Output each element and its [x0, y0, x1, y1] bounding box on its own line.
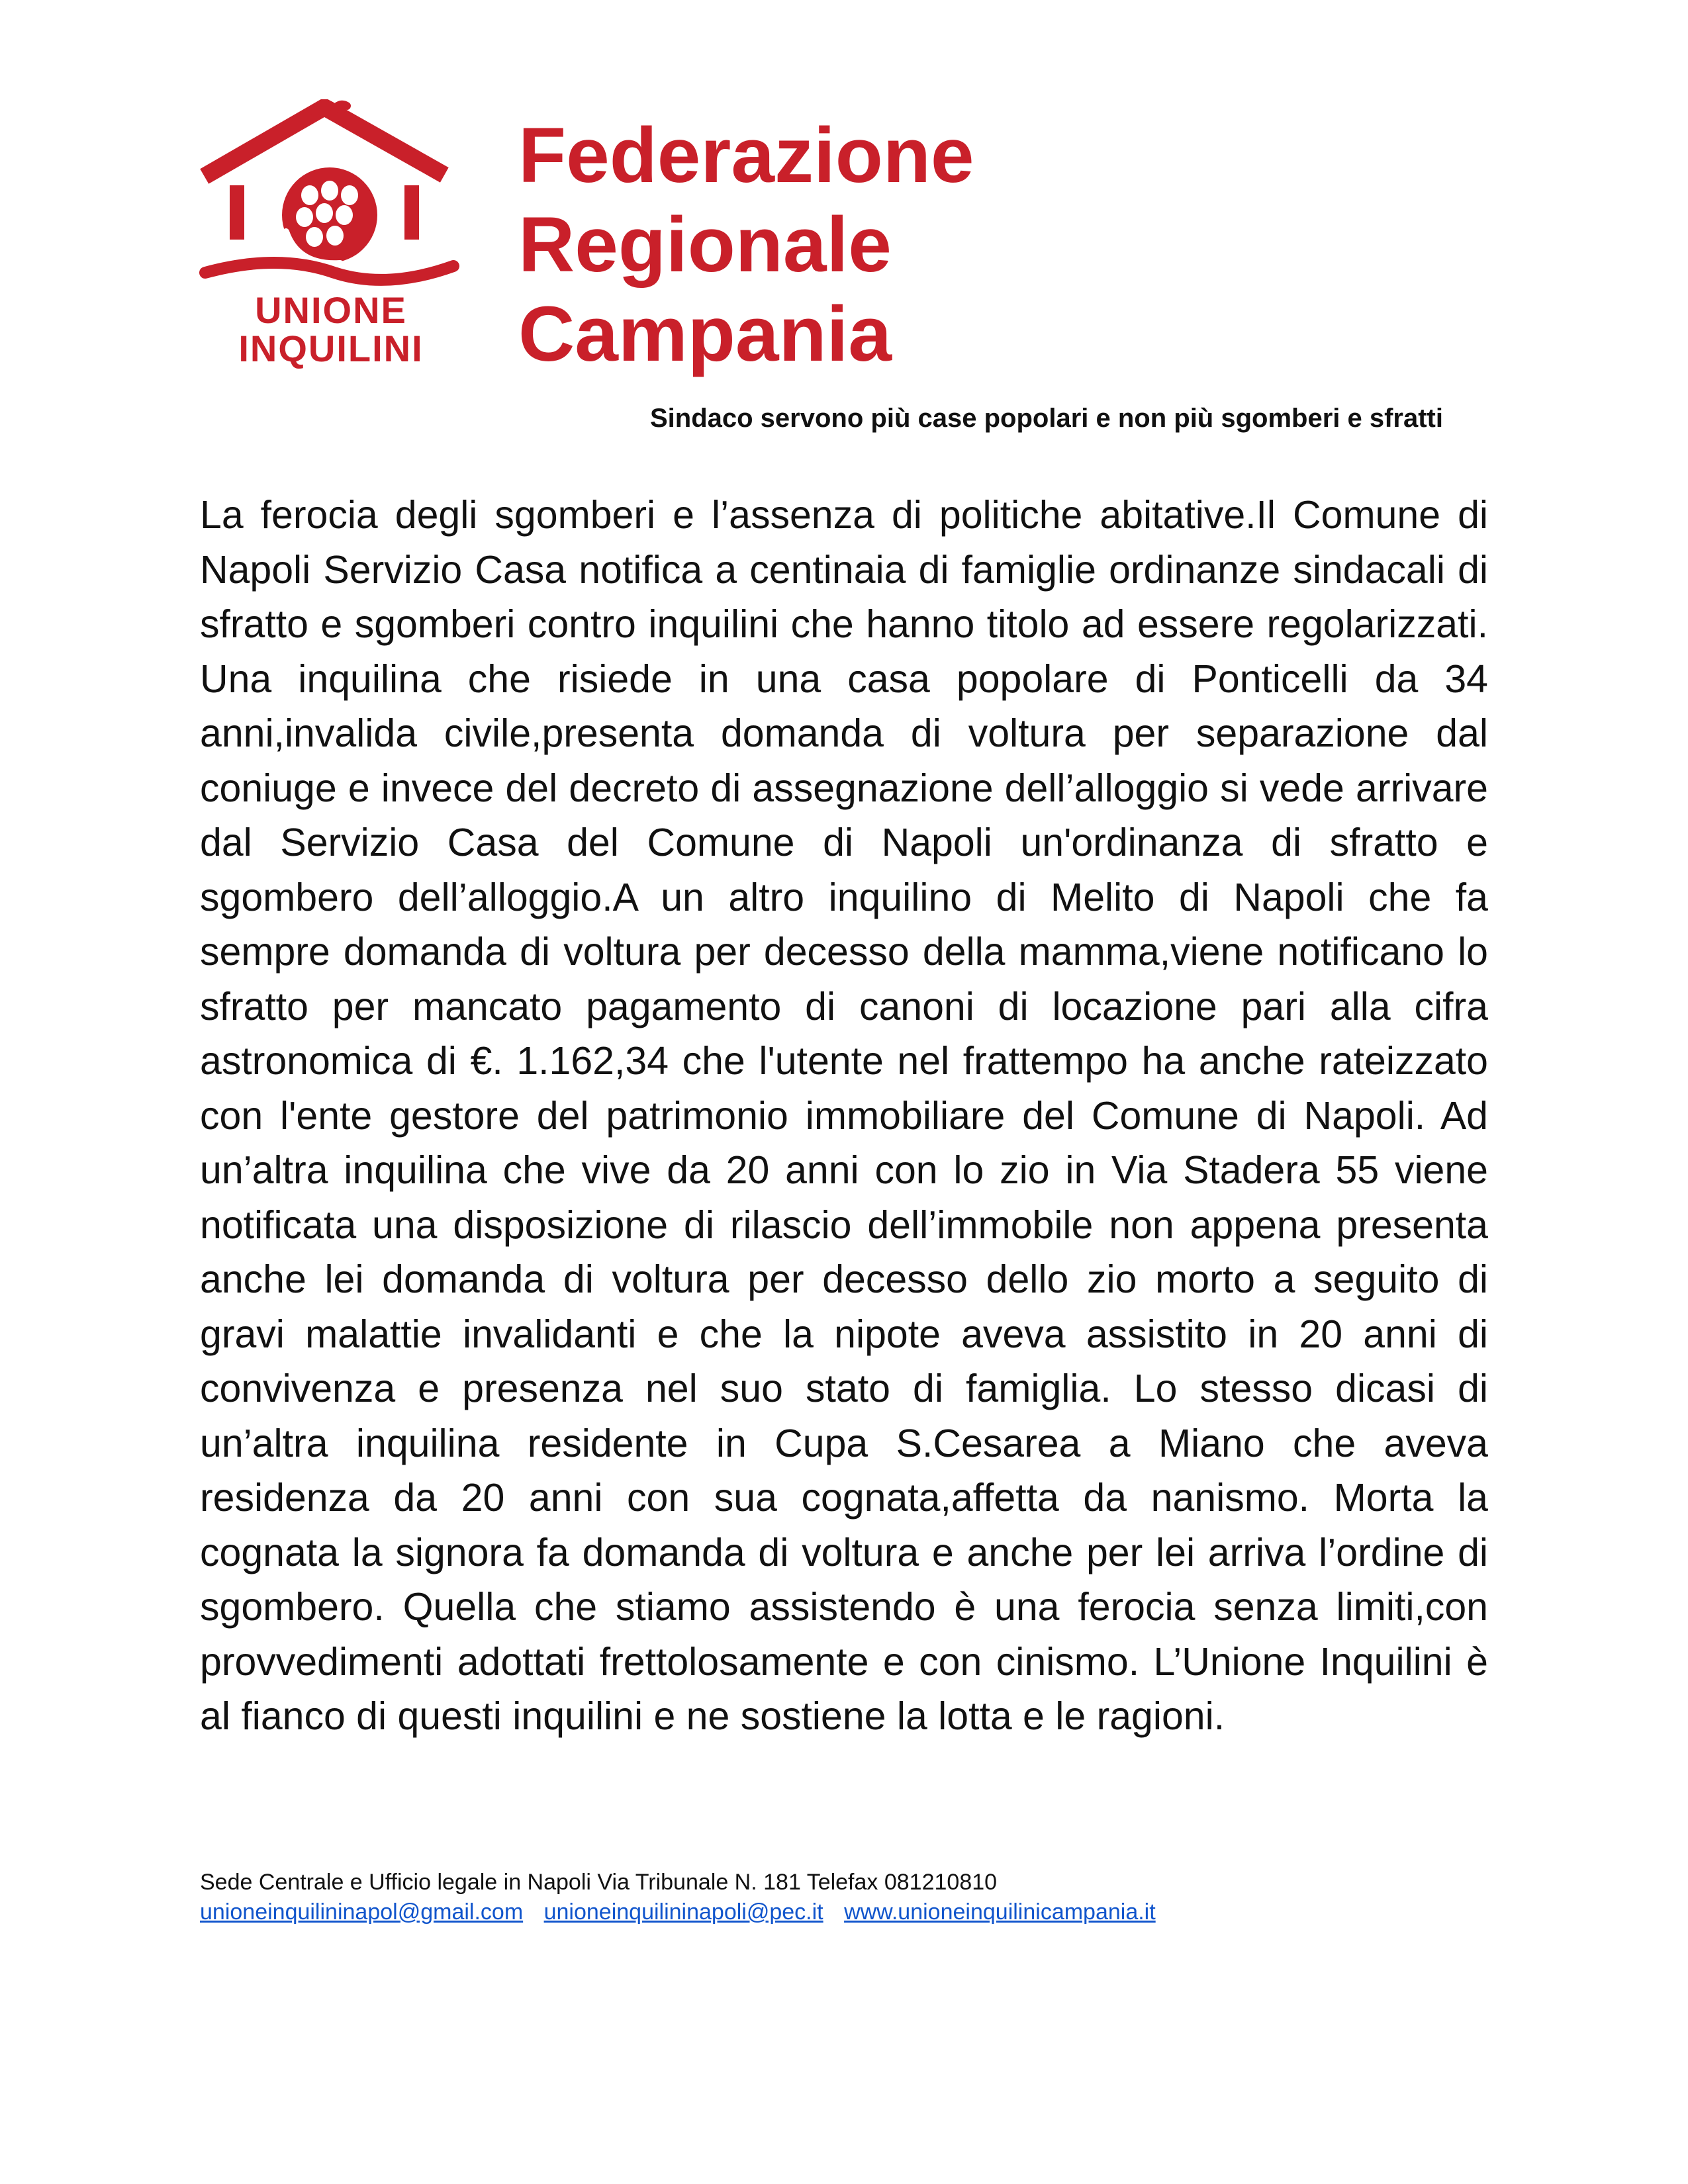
federation-title-line-1: Federazione — [518, 112, 974, 199]
logo-line-1: UNIONE — [255, 289, 407, 331]
federation-title — [518, 111, 974, 379]
email-link-pec[interactable]: unioneinquilininapoli@pec.it — [543, 1899, 823, 1925]
footer — [200, 1868, 1458, 1927]
house-pomegranate-icon — [199, 99, 463, 291]
logo-line-2: INQUILINI — [238, 328, 424, 369]
website-link[interactable]: www.unioneinquilinicampania.it — [844, 1899, 1156, 1925]
logo-wordmark — [199, 291, 463, 368]
footer-address: Sede Centrale e Ufficio legale in Napoli Via Tribunale N. 181 Telefax 081210810 — [200, 1870, 998, 1895]
organization-logo — [199, 99, 463, 377]
body-paragraph: La ferocia degli sgomberi e l’assenza di politiche abitative.Il Comune di Napoli Servizio Casa notifica a centinaia di famiglie ordinanze sindacali di sfratto e sgomberi contro inquilini che hanno titolo ad essere regolarizzati. Una inquilina che risiede in una casa popolare di Ponticelli da 34 anni,invalida civile,presenta domanda di voltura per separazione dal coniuge e invece del decreto di assegnazione dell’alloggio si vede arrivare dal Servizio Casa del Comune di Napoli un'ordinanza di sfratto e sgombero dell’alloggio.A un altro inquilino di Melito di Napoli che fa sempre domanda di voltura per decesso della mamma,viene notificano lo sfratto per mancato pagamento di canoni di locazione pari alla cifra astronomica di €. 1.162,34 che l'utente nel frattempo ha anche rateizzato con l'ente gestore del patrimonio immobiliare del Comune di Napoli. Ad un’altra inquilina che vive da 20 anni con lo zio in Via Stadera 55 viene notificata una disposizione di rilascio dell’immobile non appena presenta anche lei domanda di voltura per decesso dello zio morto a seguito di gravi malattie invalidanti e che la nipote aveva assistito in 20 anni di convivenza e presenza nel suo stato di famiglia. Lo stesso dicasi di un’altra inquilina residente in Cupa S.Cesarea a Miano che aveva residenza da 20 anni con sua cognata,affetta da nanismo. Morta la cognata la signora fa domanda di voltura e anche per lei arriva l’ordine di sgombero. Quella che stiamo assistendo è una ferocia senza limiti,con provvedimenti adottati frettolosamente e con cinismo. L’Unione Inquilini è al fianco di questi inquilini e ne sostiene la lotta e le ragioni. — [200, 493, 1488, 1738]
footer-links — [200, 1897, 1458, 1927]
document-subtitle: Sindaco servono più case popolari e non più sgomberi e sfratti — [649, 404, 1443, 433]
federation-title-line-3: Campania — [518, 291, 892, 378]
federation-title-line-2: Regionale — [518, 201, 892, 289]
email-link-gmail[interactable]: unioneinquilininapol@gmail.com — [200, 1899, 524, 1925]
